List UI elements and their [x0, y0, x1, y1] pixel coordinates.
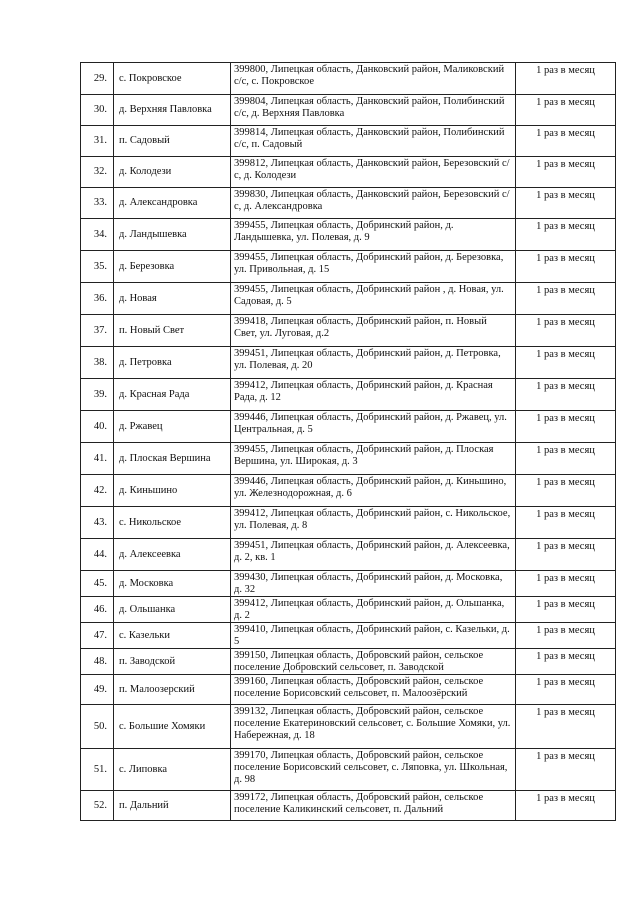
visit-frequency: 1 раз в месяц [516, 705, 616, 749]
visit-frequency: 1 раз в месяц [516, 571, 616, 597]
table-row [81, 315, 616, 347]
document-page [80, 62, 615, 821]
row-number: 37. [81, 315, 114, 347]
settlement-name: д. Березовка [114, 251, 231, 283]
settlement-address: 399160, Липецкая область, Добровский район, сельское поселение Борисовский сельсовет, п. Малоозёрский [231, 675, 516, 705]
table-row [81, 347, 616, 379]
visit-frequency: 1 раз в месяц [516, 623, 616, 649]
table-row [81, 95, 616, 126]
settlement-name: д. Ржавец [114, 411, 231, 443]
settlement-address: 399451, Липецкая область, Добринский район, д. Петровка, ул. Полевая, д. 20 [231, 347, 516, 379]
settlement-name: д. Новая [114, 283, 231, 315]
table-row [81, 188, 616, 219]
visit-frequency: 1 раз в месяц [516, 539, 616, 571]
row-number: 40. [81, 411, 114, 443]
table-row [81, 443, 616, 475]
settlement-address: 399446, Липецкая область, Добринский район, д. Ржавец, ул. Центральная, д. 5 [231, 411, 516, 443]
settlement-name: с. Липовка [114, 749, 231, 791]
settlement-address: 399412, Липецкая область, Добринский район, д. Ольшанка, д. 2 [231, 597, 516, 623]
settlement-name: с. Казельки [114, 623, 231, 649]
row-number: 36. [81, 283, 114, 315]
visit-frequency: 1 раз в месяц [516, 95, 616, 126]
settlement-address: 399412, Липецкая область, Добринский район, с. Никольское, ул. Полевая, д. 8 [231, 507, 516, 539]
settlement-address: 399455, Липецкая область, Добринский район , д. Новая, ул. Садовая, д. 5 [231, 283, 516, 315]
settlement-name: д. Киньшино [114, 475, 231, 507]
row-number: 32. [81, 157, 114, 188]
settlement-name: д. Колодези [114, 157, 231, 188]
settlement-address: 399150, Липецкая область, Добровский район, сельское поселение Добровский сельсовет, п. Заводской [231, 649, 516, 675]
row-number: 48. [81, 649, 114, 675]
settlement-name: д. Красная Рада [114, 379, 231, 411]
visit-frequency: 1 раз в месяц [516, 749, 616, 791]
settlement-name: д. Плоская Вершина [114, 443, 231, 475]
row-number: 30. [81, 95, 114, 126]
settlement-address: 399804, Липецкая область, Данковский район, Полибинский с/с, д. Верхняя Павловка [231, 95, 516, 126]
row-number: 41. [81, 443, 114, 475]
settlement-address: 399451, Липецкая область, Добринский район, д. Алексеевка, д. 2, кв. 1 [231, 539, 516, 571]
settlement-name: п. Заводской [114, 649, 231, 675]
table-row [81, 539, 616, 571]
row-number: 51. [81, 749, 114, 791]
settlement-address: 399132, Липецкая область, Добровский район, сельское поселение Екатериновский сельсовет, с. Большие Хомяки, ул. Набережная, д. 18 [231, 705, 516, 749]
visit-frequency: 1 раз в месяц [516, 188, 616, 219]
settlement-name: п. Дальний [114, 791, 231, 821]
row-number: 35. [81, 251, 114, 283]
table-row [81, 475, 616, 507]
row-number: 46. [81, 597, 114, 623]
visit-frequency: 1 раз в месяц [516, 219, 616, 251]
table-row [81, 649, 616, 675]
row-number: 45. [81, 571, 114, 597]
row-number: 47. [81, 623, 114, 649]
settlement-name: д. Алексеевка [114, 539, 231, 571]
settlement-name: д. Александровка [114, 188, 231, 219]
settlement-name: с. Покровское [114, 63, 231, 95]
visit-frequency: 1 раз в месяц [516, 251, 616, 283]
visit-frequency: 1 раз в месяц [516, 791, 616, 821]
table-row [81, 597, 616, 623]
visit-frequency: 1 раз в месяц [516, 411, 616, 443]
table-row [81, 63, 616, 95]
settlement-name: п. Малоозерский [114, 675, 231, 705]
visit-frequency: 1 раз в месяц [516, 443, 616, 475]
settlement-name: д. Ольшанка [114, 597, 231, 623]
row-number: 38. [81, 347, 114, 379]
table-row [81, 749, 616, 791]
table-row [81, 157, 616, 188]
row-number: 52. [81, 791, 114, 821]
visit-frequency: 1 раз в месяц [516, 157, 616, 188]
visit-frequency: 1 раз в месяц [516, 315, 616, 347]
visit-frequency: 1 раз в месяц [516, 283, 616, 315]
row-number: 31. [81, 126, 114, 157]
settlement-address: 399455, Липецкая область, Добринский район, д. Ландышевка, ул. Полевая, д. 9 [231, 219, 516, 251]
settlement-address: 399830, Липецкая область, Данковский район, Березовский с/с, д. Александровка [231, 188, 516, 219]
visit-frequency: 1 раз в месяц [516, 475, 616, 507]
settlement-address: 399418, Липецкая область, Добринский район, п. Новый Свет, ул. Луговая, д.2 [231, 315, 516, 347]
settlement-name: д. Ландышевка [114, 219, 231, 251]
table-row [81, 791, 616, 821]
table-row [81, 507, 616, 539]
settlement-name: с. Никольское [114, 507, 231, 539]
visit-frequency: 1 раз в месяц [516, 597, 616, 623]
row-number: 39. [81, 379, 114, 411]
visit-frequency: 1 раз в месяц [516, 649, 616, 675]
settlement-address: 399800, Липецкая область, Данковский район, Маликовский с/с, с. Покровское [231, 63, 516, 95]
table-row [81, 219, 616, 251]
table-row [81, 411, 616, 443]
table-row [81, 379, 616, 411]
table-row [81, 126, 616, 157]
row-number: 43. [81, 507, 114, 539]
settlement-address: 399455, Липецкая область, Добринский район, д. Плоская Вершина, ул. Широкая, д. 3 [231, 443, 516, 475]
settlement-address: 399430, Липецкая область, Добринский район, д. Московка, д. 32 [231, 571, 516, 597]
settlements-table [80, 62, 616, 821]
settlement-address: 399170, Липецкая область, Добровский район, сельское поселение Борисовский сельсовет, с. Ляповка, ул. Школьная, д. 98 [231, 749, 516, 791]
row-number: 29. [81, 63, 114, 95]
settlement-address: 399410, Липецкая область, Добринский район, с. Казельки, д. 5 [231, 623, 516, 649]
visit-frequency: 1 раз в месяц [516, 126, 616, 157]
visit-frequency: 1 раз в месяц [516, 379, 616, 411]
settlement-name: д. Московка [114, 571, 231, 597]
row-number: 42. [81, 475, 114, 507]
row-number: 33. [81, 188, 114, 219]
row-number: 50. [81, 705, 114, 749]
settlement-name: с. Большие Хомяки [114, 705, 231, 749]
settlements-table-body [81, 63, 616, 821]
settlement-address: 399455, Липецкая область, Добринский район, д. Березовка, ул. Привольная, д. 15 [231, 251, 516, 283]
settlement-name: д. Верхняя Павловка [114, 95, 231, 126]
settlement-address: 399812, Липецкая область, Данковский район, Березовский с/с, д. Колодези [231, 157, 516, 188]
settlement-address: 399412, Липецкая область, Добринский район, д. Красная Рада, д. 12 [231, 379, 516, 411]
visit-frequency: 1 раз в месяц [516, 507, 616, 539]
visit-frequency: 1 раз в месяц [516, 675, 616, 705]
visit-frequency: 1 раз в месяц [516, 347, 616, 379]
settlement-address: 399172, Липецкая область, Добровский район, сельское поселение Каликинский сельсовет, п. Дальний [231, 791, 516, 821]
settlement-address: 399814, Липецкая область, Данковский район, Полибинский с/с, п. Садовый [231, 126, 516, 157]
table-row [81, 571, 616, 597]
table-row [81, 705, 616, 749]
table-row [81, 675, 616, 705]
visit-frequency: 1 раз в месяц [516, 63, 616, 95]
row-number: 49. [81, 675, 114, 705]
settlement-name: д. Петровка [114, 347, 231, 379]
row-number: 44. [81, 539, 114, 571]
table-row [81, 251, 616, 283]
row-number: 34. [81, 219, 114, 251]
settlement-name: п. Новый Свет [114, 315, 231, 347]
settlement-name: п. Садовый [114, 126, 231, 157]
table-row [81, 623, 616, 649]
table-row [81, 283, 616, 315]
settlement-address: 399446, Липецкая область, Добринский район, д. Киньшино, ул. Железнодорожная, д. 6 [231, 475, 516, 507]
